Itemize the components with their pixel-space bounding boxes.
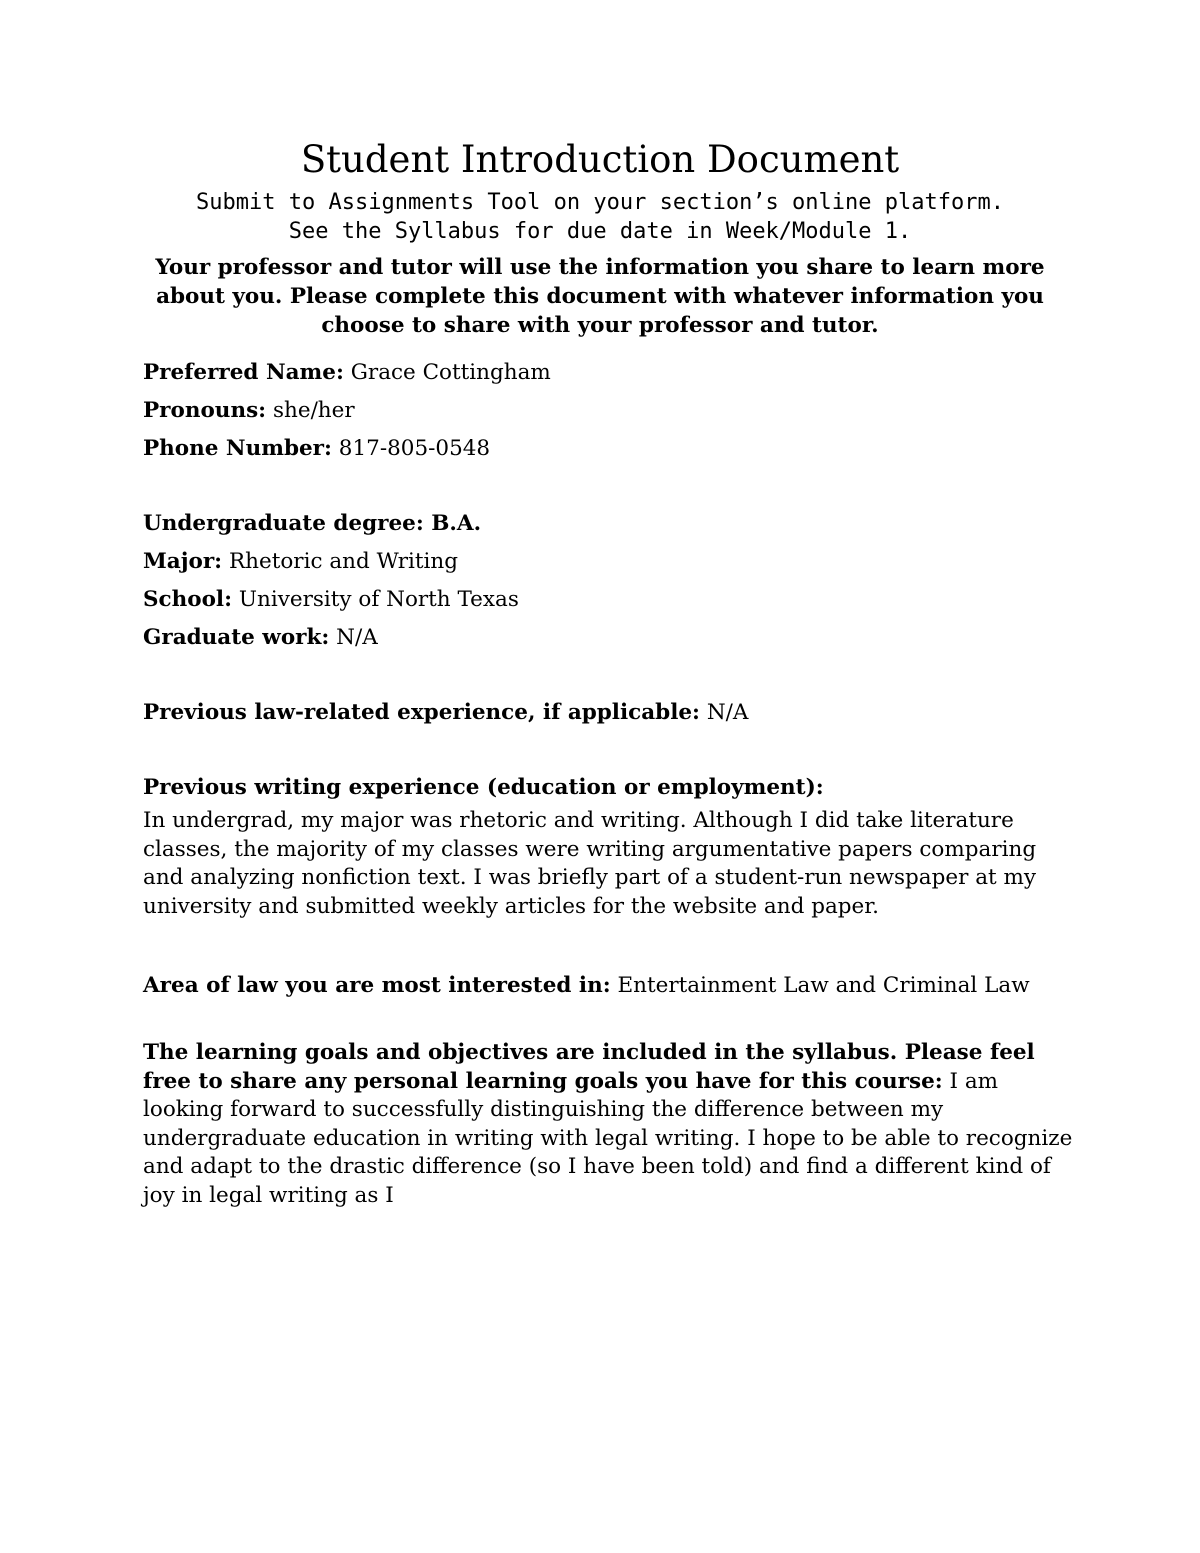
major-field	[143, 543, 1083, 581]
law-experience-value: N/A	[699, 700, 749, 725]
spacer	[143, 657, 1083, 694]
pronouns-value: she/her	[266, 398, 355, 423]
phone-field	[143, 430, 1083, 468]
spacer	[143, 732, 1083, 769]
degree-field	[143, 505, 1083, 543]
preferred-name-label: Preferred Name:	[143, 360, 344, 385]
learning-goals-field	[143, 1039, 1083, 1210]
preferred-name-value: Grace Cottingham	[343, 360, 551, 385]
learning-goals-label: The learning goals and objectives are included in the syllabus. Please feel free to share any personal learning goals you have for this course:	[143, 1040, 1035, 1094]
major-label: Major:	[143, 549, 223, 574]
degree-label: Undergraduate degree: B.A.	[143, 511, 482, 536]
spacer	[143, 1005, 1083, 1039]
pronouns-field	[143, 392, 1083, 430]
graduate-work-value: N/A	[329, 625, 378, 650]
document-title: Student Introduction Document	[300, 138, 900, 181]
spacer	[143, 921, 1083, 967]
area-of-law-field	[143, 967, 1083, 1005]
area-of-law-label: Area of law you are most interested in:	[143, 973, 611, 998]
spacer	[143, 468, 1083, 505]
due-date-instruction: See the Syllabus for due date in Week/Module 1.	[288, 219, 912, 244]
law-experience-field	[143, 694, 1083, 732]
phone-value: 817-805-0548	[331, 436, 491, 461]
graduate-work-label: Graduate work:	[143, 625, 330, 650]
school-label: School:	[143, 587, 233, 612]
graduate-work-field	[143, 619, 1083, 657]
preferred-name-field	[143, 354, 1083, 392]
phone-label: Phone Number:	[143, 436, 332, 461]
document-body	[143, 354, 1083, 1210]
school-field	[143, 581, 1083, 619]
major-value: Rhetoric and Writing	[222, 549, 459, 574]
writing-experience-label: Previous writing experience (education or employment):	[143, 775, 824, 800]
document-header	[120, 138, 1080, 340]
area-of-law-value: Entertainment Law and Criminal Law	[610, 973, 1030, 998]
intro-paragraph: Your professor and tutor will use the information you share to learn more about you. Please complete this document with whatever information you choose to share with your professor and tutor.	[155, 255, 1045, 338]
school-value: University of North Texas	[232, 587, 519, 612]
submission-instruction: Submit to Assignments Tool on your section’s online platform.	[196, 190, 1004, 215]
law-experience-label: Previous law-related experience, if applicable:	[143, 700, 700, 725]
learning-goals-value: I am looking forward to successfully distinguishing the difference between my undergraduate education in writing with legal writing. I hope to be able to recognize and adapt to the drastic difference (so I have been told) and find a different kind of joy in legal writing as I	[143, 1068, 1073, 1208]
pronouns-label: Pronouns:	[143, 398, 267, 423]
writing-experience-value: In undergrad, my major was rhetoric and writing. Although I did take literature classes, the majority of my classes were writing argumentative papers comparing and analyzing nonfiction text. I was briefly part of a student-run newspaper at my university and submitted weekly articles for the website and paper.	[143, 808, 1037, 919]
